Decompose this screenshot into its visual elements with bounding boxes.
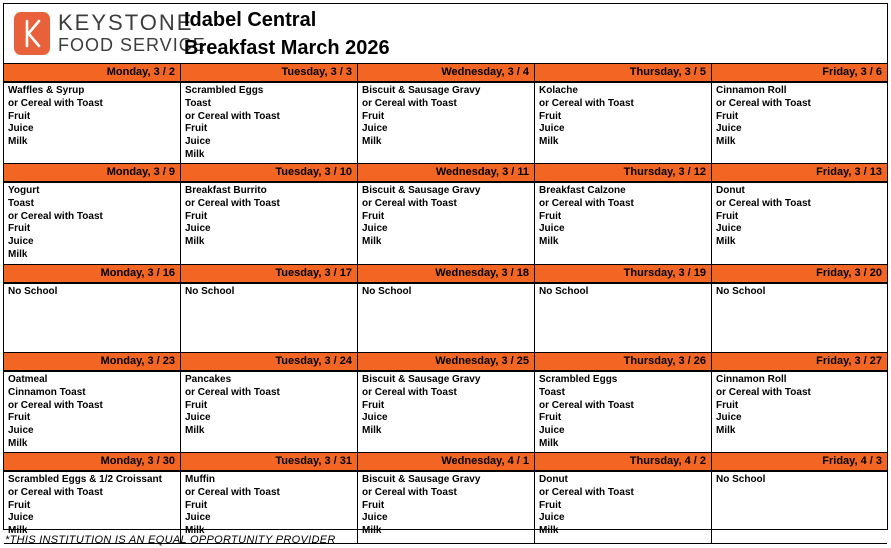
day-date-header: Tuesday, 3 / 24: [181, 353, 357, 372]
menu-item: or Cereal with Toast: [185, 110, 280, 122]
menu-item: Juice: [8, 123, 34, 135]
menu-item: or Cereal with Toast: [362, 197, 457, 209]
menu-item: Juice: [8, 512, 34, 524]
day-date-header: Wednesday, 3 / 18: [358, 265, 534, 284]
day-date-header: Monday, 3 / 30: [4, 453, 180, 472]
day-date-header: Monday, 3 / 23: [4, 353, 180, 372]
day-cell: [4, 353, 181, 452]
day-cell: [535, 64, 712, 163]
day-menu-items: [181, 183, 357, 264]
day-menu-items: [358, 472, 534, 543]
logo-wordmark-line2: FOOD SERVICE: [58, 35, 206, 55]
day-date-header: Wednesday, 3 / 11: [358, 164, 534, 183]
menu-item: or Cereal with Toast: [8, 210, 103, 222]
day-menu-items: [358, 83, 534, 163]
day-date-header: Wednesday, 3 / 25: [358, 353, 534, 372]
menu-item: or Cereal with Toast: [185, 386, 280, 398]
day-cell: [712, 164, 887, 264]
menu-item: or Cereal with Toast: [8, 399, 103, 411]
menu-item: Milk: [539, 236, 559, 248]
day-cell: [358, 64, 535, 163]
menu-sheet: [3, 3, 888, 537]
menu-item: Juice: [362, 223, 388, 235]
menu-item: Milk: [8, 525, 28, 537]
menu-item: Yogurt: [8, 185, 40, 196]
menu-item: Juice: [716, 223, 742, 235]
menu-item: Biscuit & Sausage Gravy: [362, 374, 481, 385]
menu-item: Fruit: [185, 210, 208, 222]
menu-item: or Cereal with Toast: [716, 386, 811, 398]
menu-item: or Cereal with Toast: [716, 197, 811, 209]
day-date-header: Thursday, 3 / 12: [535, 164, 711, 183]
day-menu-items: [4, 83, 180, 163]
menu-item: Juice: [185, 223, 211, 235]
day-cell: [181, 453, 358, 543]
menu-title: Breakfast March 2026: [184, 37, 390, 59]
menu-item: Milk: [716, 136, 736, 148]
menu-item: Juice: [716, 412, 742, 424]
day-cell: [712, 64, 887, 163]
menu-item: Pancakes: [185, 374, 232, 385]
menu-item: Milk: [8, 136, 28, 148]
day-date-header: Thursday, 4 / 2: [535, 453, 711, 472]
menu-item: Juice: [185, 136, 211, 148]
menu-item: Fruit: [185, 399, 208, 411]
day-date-header: Friday, 3 / 20: [712, 265, 887, 284]
menu-item: No School: [185, 286, 235, 297]
week-row: [4, 64, 887, 164]
menu-item: No School: [8, 286, 58, 297]
menu-item: Fruit: [716, 110, 739, 122]
menu-item: Juice: [362, 123, 388, 135]
menu-item: Donut: [716, 185, 745, 196]
day-cell: [358, 265, 535, 352]
menu-item: Scrambled Eggs: [539, 374, 618, 385]
menu-item: Fruit: [185, 499, 208, 511]
menu-item: Juice: [362, 512, 388, 524]
menu-item: Toast: [539, 386, 565, 398]
menu-item: Fruit: [539, 412, 562, 424]
day-menu-items: [535, 472, 711, 543]
menu-item: Milk: [8, 437, 28, 449]
day-date-header: Friday, 3 / 6: [712, 64, 887, 83]
menu-item: or Cereal with Toast: [362, 97, 457, 109]
day-date-header: Monday, 3 / 9: [4, 164, 180, 183]
day-date-header: Tuesday, 3 / 3: [181, 64, 357, 83]
day-date-header: Wednesday, 4 / 1: [358, 453, 534, 472]
menu-item: Juice: [539, 223, 565, 235]
menu-item: Fruit: [8, 110, 31, 122]
menu-item: Fruit: [716, 399, 739, 411]
day-date-header: Friday, 4 / 3: [712, 453, 887, 472]
menu-item: Milk: [362, 136, 382, 148]
week-row: [4, 353, 887, 453]
day-date-header: Tuesday, 3 / 17: [181, 265, 357, 284]
day-date-header: Thursday, 3 / 19: [535, 265, 711, 284]
day-menu-items: [535, 183, 711, 264]
menu-item: Milk: [362, 525, 382, 537]
menu-item: No School: [362, 286, 412, 297]
menu-item: Fruit: [539, 210, 562, 222]
menu-calendar-grid: [4, 63, 887, 544]
menu-item: Milk: [716, 425, 736, 437]
day-menu-items: [4, 284, 180, 352]
menu-item: Milk: [185, 425, 205, 437]
menu-item: Cinnamon Toast: [8, 386, 86, 398]
menu-item: or Cereal with Toast: [539, 97, 634, 109]
day-cell: [4, 64, 181, 163]
day-date-header: Wednesday, 3 / 4: [358, 64, 534, 83]
menu-item: No School: [716, 474, 766, 485]
week-row: [4, 265, 887, 353]
day-date-header: Tuesday, 3 / 10: [181, 164, 357, 183]
day-menu-items: [358, 183, 534, 264]
menu-item: Toast: [8, 197, 34, 209]
menu-item: Milk: [539, 525, 559, 537]
week-row: [4, 453, 887, 544]
menu-item: Fruit: [8, 499, 31, 511]
menu-item: Milk: [185, 525, 205, 537]
menu-item: Juice: [716, 123, 742, 135]
equal-opportunity-notice: *THIS INSTITUTION IS AN EQUAL OPPORTUNITY PROVIDER: [5, 534, 336, 546]
menu-item: No School: [716, 286, 766, 297]
menu-item: Juice: [185, 512, 211, 524]
menu-item: or Cereal with Toast: [539, 486, 634, 498]
menu-item: or Cereal with Toast: [362, 486, 457, 498]
menu-item: Juice: [539, 425, 565, 437]
day-date-header: Monday, 3 / 16: [4, 265, 180, 284]
menu-item: Toast: [185, 97, 211, 109]
menu-item: Milk: [539, 136, 559, 148]
menu-item: Biscuit & Sausage Gravy: [362, 85, 481, 96]
school-name: Idabel Central: [184, 9, 317, 31]
day-cell: [712, 265, 887, 352]
menu-item: Biscuit & Sausage Gravy: [362, 185, 481, 196]
menu-item: Juice: [362, 412, 388, 424]
menu-item: or Cereal with Toast: [8, 486, 103, 498]
menu-item: Juice: [8, 236, 34, 248]
menu-item: Breakfast Calzone: [539, 185, 626, 196]
menu-item: Juice: [8, 425, 34, 437]
day-cell: [181, 353, 358, 452]
day-menu-items: [4, 183, 180, 264]
menu-item: Juice: [539, 123, 565, 135]
menu-item: Oatmeal: [8, 374, 48, 385]
day-menu-items: [712, 83, 887, 163]
day-cell: [4, 453, 181, 543]
day-menu-items: [712, 472, 887, 543]
day-cell: [535, 453, 712, 543]
menu-item: Fruit: [539, 499, 562, 511]
menu-item: Kolache: [539, 85, 578, 96]
menu-item: Fruit: [362, 399, 385, 411]
day-menu-items: [535, 372, 711, 452]
menu-item: Fruit: [362, 499, 385, 511]
day-cell: [4, 265, 181, 352]
day-menu-items: [4, 372, 180, 452]
day-cell: [358, 353, 535, 452]
day-date-header: Tuesday, 3 / 31: [181, 453, 357, 472]
menu-item: or Cereal with Toast: [539, 197, 634, 209]
day-date-header: Friday, 3 / 13: [712, 164, 887, 183]
day-menu-items: [712, 284, 887, 352]
menu-item: Fruit: [8, 223, 31, 235]
menu-item: Juice: [185, 412, 211, 424]
day-cell: [181, 265, 358, 352]
day-cell: [712, 453, 887, 543]
day-menu-items: [181, 284, 357, 352]
day-cell: [358, 164, 535, 264]
day-menu-items: [181, 472, 357, 543]
day-cell: [181, 64, 358, 163]
day-date-header: Thursday, 3 / 26: [535, 353, 711, 372]
menu-item: Milk: [185, 236, 205, 248]
day-cell: [535, 164, 712, 264]
day-menu-items: [4, 472, 180, 543]
menu-item: Scrambled Eggs: [185, 85, 264, 96]
menu-item: No School: [539, 286, 589, 297]
menu-item: Fruit: [539, 110, 562, 122]
day-date-header: Thursday, 3 / 5: [535, 64, 711, 83]
day-cell: [181, 164, 358, 264]
day-menu-items: [358, 284, 534, 352]
menu-item: Cinnamon Roll: [716, 85, 787, 96]
menu-item: Cinnamon Roll: [716, 374, 787, 385]
day-menu-items: [535, 83, 711, 163]
day-menu-items: [712, 372, 887, 452]
menu-item: or Cereal with Toast: [716, 97, 811, 109]
menu-item: Scrambled Eggs & 1/2 Croissant: [8, 474, 162, 485]
menu-item: or Cereal with Toast: [8, 97, 103, 109]
menu-item: or Cereal with Toast: [185, 486, 280, 498]
day-date-header: Friday, 3 / 27: [712, 353, 887, 372]
menu-item: Waffles & Syrup: [8, 85, 85, 96]
menu-item: Muffin: [185, 474, 215, 485]
day-date-header: Monday, 3 / 2: [4, 64, 180, 83]
day-menu-items: [712, 183, 887, 264]
day-cell: [4, 164, 181, 264]
day-cell: [358, 453, 535, 543]
week-row: [4, 164, 887, 265]
menu-item: Breakfast Burrito: [185, 185, 267, 196]
day-menu-items: [535, 284, 711, 352]
menu-item: Fruit: [362, 210, 385, 222]
menu-item: Fruit: [716, 210, 739, 222]
day-cell: [535, 353, 712, 452]
menu-item: Milk: [185, 148, 205, 160]
day-menu-items: [181, 83, 357, 163]
menu-item: Fruit: [8, 412, 31, 424]
keystone-logo-icon: [14, 12, 50, 55]
day-cell: [535, 265, 712, 352]
menu-item: Milk: [716, 236, 736, 248]
day-menu-items: [181, 372, 357, 452]
logo-wordmark-line1: KEYSTONE: [58, 10, 194, 35]
menu-item: Biscuit & Sausage Gravy: [362, 474, 481, 485]
menu-item: Milk: [362, 236, 382, 248]
menu-item: Milk: [8, 248, 28, 260]
menu-item: or Cereal with Toast: [185, 197, 280, 209]
day-cell: [712, 353, 887, 452]
menu-item: Juice: [539, 512, 565, 524]
menu-item: Fruit: [185, 123, 208, 135]
menu-header: [4, 4, 887, 63]
menu-item: or Cereal with Toast: [539, 399, 634, 411]
menu-item: Fruit: [362, 110, 385, 122]
menu-item: Donut: [539, 474, 568, 485]
day-menu-items: [358, 372, 534, 452]
menu-item: Milk: [362, 425, 382, 437]
menu-item: or Cereal with Toast: [362, 386, 457, 398]
menu-item: Milk: [539, 437, 559, 449]
